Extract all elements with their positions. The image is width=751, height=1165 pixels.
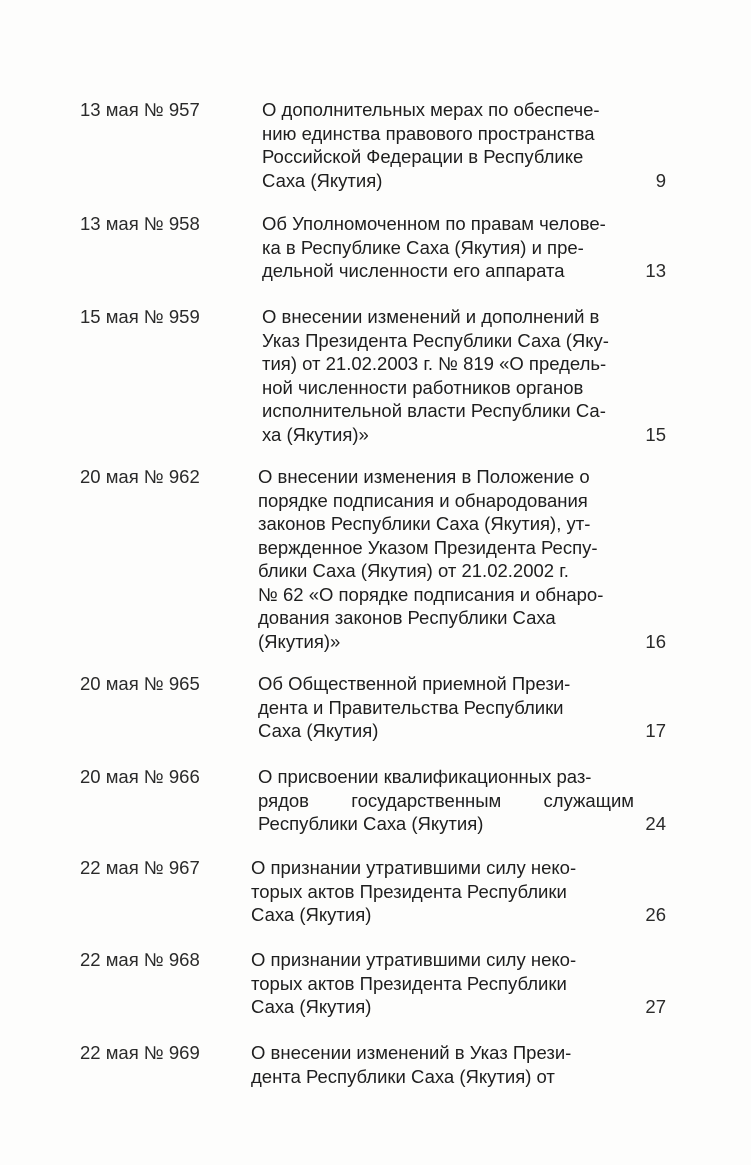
entry-date: 20 мая № 966 — [80, 766, 200, 787]
entry-title-line: ной численности работников органов — [262, 376, 584, 398]
entry-title-line: О признании утратившими силу неко- — [251, 949, 577, 970]
entry-title-line: Республики Саха (Якутия) — [258, 813, 484, 834]
entry-title-line: ка в Республике Саха (Якутия) и пре- — [262, 236, 584, 258]
entry-title — [262, 305, 654, 446]
entry-page-number: 13 — [645, 260, 666, 281]
entry-title-line: О присвоении квалификационных раз- — [258, 766, 592, 787]
entry-title-line: О внесении изменений и дополнений в — [262, 306, 600, 327]
entry-page-number: 24 — [645, 813, 666, 834]
entry-title-line: Саха (Якутия) — [251, 996, 372, 1017]
entry-date: 13 мая № 957 — [80, 99, 200, 120]
entry-title-line: Об Общественной приемной Прези- — [258, 673, 571, 694]
entry-title — [258, 672, 650, 743]
entry-title-line: торых актов Президента Республики — [251, 972, 567, 994]
entry-title-line: вержденное Указом Президента Респу- — [258, 536, 598, 558]
entry-title — [251, 856, 643, 927]
entry-title-line: дельной численности его аппарата — [262, 260, 565, 281]
entry-title-line: рядов государственным служащим — [258, 789, 634, 811]
entry-title-line: дента Республики Саха (Якутия) от — [251, 1065, 555, 1087]
entry-date: 20 мая № 962 — [80, 466, 200, 487]
entry-title-line: дования законов Республики Саха — [258, 607, 556, 628]
entry-page-number: 17 — [645, 720, 666, 741]
entry-page-number: 27 — [645, 996, 666, 1017]
entry-title-line: Российской Федерации в Республике — [262, 146, 584, 167]
entry-title-line: Об Уполномоченном по правам челове- — [262, 213, 606, 234]
entry-title — [262, 212, 654, 283]
entry-title-line: блики Саха (Якутия) от 21.02.2002 г. — [258, 560, 569, 581]
entry-date: 20 мая № 965 — [80, 673, 200, 694]
entry-page-number: 16 — [645, 630, 666, 652]
entry-title-line: № 62 «О порядке подписания и обнаро- — [258, 583, 604, 605]
entry-page-number: 15 — [645, 423, 666, 445]
entry-title-line: нию единства правового пространства — [262, 122, 595, 144]
entry-title-line: О внесении изменений в Указ Прези- — [251, 1042, 572, 1063]
entry-title-line: (Якутия)» — [258, 630, 341, 652]
entry-date: 22 мая № 968 — [80, 949, 200, 970]
entry-title — [258, 765, 634, 836]
entry-title-line: О дополнительных мерах по обеспече- — [262, 99, 600, 120]
entry-title-line: порядке подписания и обнародования — [258, 489, 588, 511]
entry-page-number: 26 — [645, 904, 666, 925]
entry-title — [258, 465, 650, 653]
entry-title-line: Указ Президента Республики Саха (Яку- — [262, 329, 609, 351]
entry-title-line: Саха (Якутия) — [251, 904, 372, 925]
entry-title-line: торых актов Президента Республики — [251, 880, 567, 902]
entry-title-line: Саха (Якутия) — [258, 720, 379, 741]
entry-page-number: 9 — [655, 169, 666, 191]
entry-title-line: тия) от 21.02.2003 г. № 819 «О предель- — [262, 353, 607, 374]
entry-title — [251, 1041, 643, 1088]
entry-title-line: дента и Правительства Республики — [258, 696, 564, 718]
entry-title-line: исполнительной власти Республики Са- — [262, 400, 606, 421]
entry-date: 13 мая № 958 — [80, 213, 200, 234]
entry-title — [251, 948, 643, 1019]
entry-title-line: О признании утратившими силу неко- — [251, 857, 577, 878]
entry-date: 22 мая № 967 — [80, 857, 200, 878]
entry-title-line: О внесении изменения в Положение о — [258, 466, 590, 487]
entry-title — [262, 98, 654, 192]
entry-date: 22 мая № 969 — [80, 1042, 200, 1063]
entry-title-line: Саха (Якутия) — [262, 169, 383, 191]
entry-title-line: ха (Якутия)» — [262, 423, 369, 445]
entry-title-line: законов Республики Саха (Якутия), ут- — [258, 513, 591, 534]
entry-date: 15 мая № 959 — [80, 306, 200, 327]
